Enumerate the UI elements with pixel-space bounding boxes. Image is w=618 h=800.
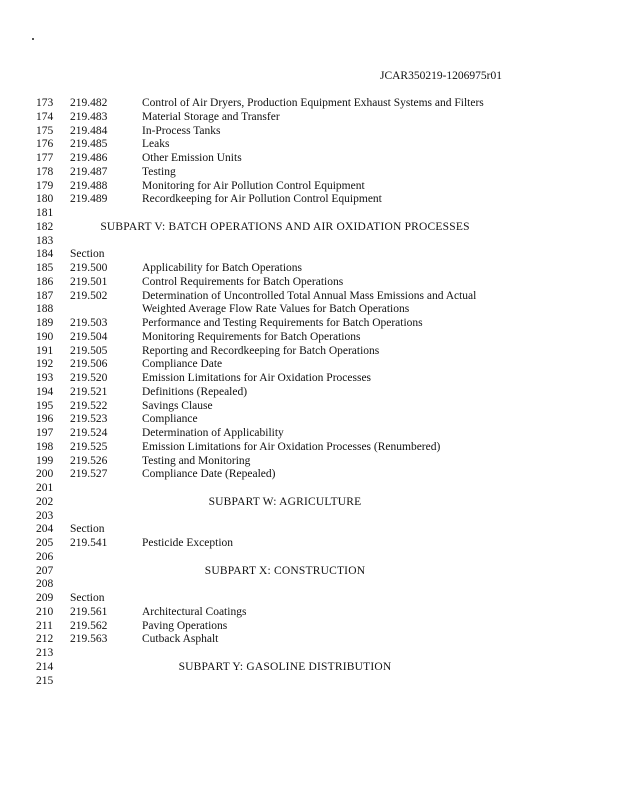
- line-number: 206: [36, 550, 54, 563]
- listing-line: [36, 606, 506, 620]
- listing-line: [36, 166, 506, 180]
- section-label: Section: [70, 523, 105, 536]
- line-number: 199: [36, 454, 54, 467]
- section-number: 219.526: [70, 454, 108, 467]
- listing-line: [36, 633, 506, 647]
- section-title: Monitoring for Air Pollution Control Equipment: [142, 179, 365, 192]
- section-title: Performance and Testing Requirements for Batch Operations: [142, 317, 423, 329]
- section-title: Material Storage and Transfer: [142, 110, 280, 123]
- listing-line: [36, 358, 506, 372]
- listing-line: [36, 482, 506, 496]
- section-title: Monitoring Requirements for Batch Operations: [142, 330, 361, 343]
- section-number: 219.486: [70, 152, 108, 164]
- listing-line: [36, 620, 506, 634]
- listing-line: [36, 427, 506, 441]
- section-number: 219.505: [70, 344, 108, 357]
- listing-line: [36, 661, 506, 675]
- listing-line: [36, 317, 506, 331]
- line-number: 195: [36, 399, 54, 412]
- line-number: 186: [36, 275, 54, 288]
- line-number: 182: [36, 220, 54, 233]
- listing-line: [36, 262, 506, 276]
- section-number: 219.525: [70, 440, 108, 453]
- line-number: 203: [36, 509, 54, 522]
- document-code: JCAR350219-1206975r01: [379, 70, 502, 82]
- section-title: Architectural Coatings: [142, 605, 247, 618]
- subpart-heading: SUBPART Y: GASOLINE DISTRIBUTION: [178, 660, 392, 673]
- section-label: Section: [70, 248, 105, 261]
- section-number: 219.506: [70, 358, 108, 371]
- line-number: 212: [36, 633, 54, 646]
- section-number: 219.502: [70, 289, 108, 302]
- listing-line: [36, 276, 506, 290]
- section-title: Paving Operations: [142, 619, 228, 632]
- section-number: 219.488: [70, 179, 108, 192]
- listing-line: [36, 207, 506, 221]
- line-number: 214: [36, 660, 54, 673]
- section-number: 219.520: [70, 372, 108, 384]
- line-number: 192: [36, 358, 54, 371]
- line-number: 197: [36, 427, 54, 439]
- section-title: Testing: [142, 165, 176, 178]
- line-number: 175: [36, 124, 54, 137]
- subpart-heading: SUBPART X: CONSTRUCTION: [204, 564, 366, 577]
- section-number: 219.501: [70, 275, 108, 288]
- line-number: 190: [36, 330, 54, 343]
- listing-line: [36, 455, 506, 469]
- line-number: 183: [36, 234, 54, 247]
- listing-line: [36, 180, 506, 194]
- section-label: Section: [70, 592, 105, 604]
- line-number: 180: [36, 193, 54, 206]
- section-title: Testing and Monitoring: [142, 454, 251, 467]
- line-number: 174: [36, 110, 54, 123]
- line-number: 193: [36, 372, 54, 384]
- listing-line: [36, 235, 506, 249]
- section-title: Determination of Uncontrolled Total Annual Mass Emissions and Actual: [142, 289, 477, 302]
- section-number: 219.527: [70, 468, 108, 481]
- line-number: 194: [36, 385, 54, 398]
- subpart-heading: SUBPART V: BATCH OPERATIONS AND AIR OXIDATION PROCESSES: [100, 220, 470, 233]
- line-number: 173: [36, 97, 54, 109]
- section-number: 219.522: [70, 399, 108, 412]
- section-title: Cutback Asphalt: [142, 633, 219, 646]
- line-number: 213: [36, 647, 54, 659]
- listing-line: [36, 152, 506, 166]
- line-number: 204: [36, 523, 54, 536]
- listing-line: [36, 125, 506, 139]
- section-listing: [36, 97, 506, 688]
- section-number: 219.563: [70, 633, 108, 646]
- section-number: 219.562: [70, 619, 108, 632]
- listing-line: [36, 111, 506, 125]
- section-number: 219.504: [70, 330, 108, 343]
- section-title: Control Requirements for Batch Operations: [142, 275, 344, 288]
- section-number: 219.500: [70, 262, 108, 274]
- section-number: 219.503: [70, 317, 108, 329]
- listing-line: [36, 97, 506, 111]
- listing-line: [36, 592, 506, 606]
- section-number: 219.482: [70, 97, 108, 109]
- line-number: 209: [36, 592, 54, 604]
- listing-line: [36, 386, 506, 400]
- section-number: 219.487: [70, 165, 108, 178]
- listing-line: [36, 551, 506, 565]
- section-number: 219.541: [70, 537, 108, 549]
- section-title: Other Emission Units: [142, 152, 242, 164]
- line-number: 187: [36, 289, 54, 302]
- section-number: 219.489: [70, 193, 108, 206]
- section-title: Compliance Date: [142, 358, 223, 371]
- listing-line: [36, 413, 506, 427]
- line-number: 177: [36, 152, 54, 164]
- section-number: 219.485: [70, 138, 108, 151]
- section-number: 219.561: [70, 605, 108, 618]
- section-title: Pesticide Exception: [142, 537, 234, 549]
- listing-line: [36, 193, 506, 207]
- line-number: 181: [36, 207, 54, 219]
- section-title: Compliance Date (Repealed): [142, 468, 276, 481]
- listing-line: [36, 303, 506, 317]
- section-number: 219.521: [70, 385, 108, 398]
- line-number: 189: [36, 317, 54, 329]
- section-title: In-Process Tanks: [142, 124, 221, 137]
- line-number: 191: [36, 344, 54, 357]
- listing-line: [36, 565, 506, 579]
- line-number: 184: [36, 248, 54, 261]
- listing-line: [36, 510, 506, 524]
- scan-mark: [32, 38, 34, 40]
- line-number: 178: [36, 165, 54, 178]
- line-number: 188: [36, 303, 54, 316]
- listing-line: [36, 468, 506, 482]
- section-number: 219.484: [70, 124, 108, 137]
- listing-line: [36, 441, 506, 455]
- section-title: Reporting and Recordkeeping for Batch Operations: [142, 344, 380, 357]
- section-title: Determination of Applicability: [142, 427, 284, 439]
- section-title: Recordkeeping for Air Pollution Control Equipment: [142, 193, 382, 206]
- line-number: 185: [36, 262, 54, 274]
- section-number: 219.523: [70, 413, 108, 426]
- line-number: 207: [36, 564, 54, 577]
- line-number: 200: [36, 468, 54, 481]
- line-number: 196: [36, 413, 54, 426]
- section-title: Definitions (Repealed): [142, 385, 248, 398]
- listing-line: [36, 675, 506, 689]
- section-title: Weighted Average Flow Rate Values for Batch Operations: [142, 303, 410, 316]
- line-number: 201: [36, 482, 54, 494]
- section-title: Applicability for Batch Operations: [142, 262, 303, 274]
- listing-line: [36, 331, 506, 345]
- line-number: 208: [36, 578, 54, 591]
- section-title: Savings Clause: [142, 399, 213, 412]
- section-title: Control of Air Dryers, Production Equipment Exhaust Systems and Filters: [142, 97, 484, 109]
- listing-line: [36, 578, 506, 592]
- line-number: 205: [36, 537, 54, 549]
- section-title: Compliance: [142, 413, 198, 426]
- listing-line: [36, 345, 506, 359]
- listing-line: [36, 248, 506, 262]
- section-title: Emission Limitations for Air Oxidation Processes (Renumbered): [142, 440, 441, 453]
- line-number: 179: [36, 179, 54, 192]
- listing-line: [36, 290, 506, 304]
- line-number: 210: [36, 605, 54, 618]
- line-number: 211: [36, 619, 53, 632]
- section-title: Emission Limitations for Air Oxidation Processes: [142, 372, 372, 384]
- line-number: 198: [36, 440, 54, 453]
- line-number: 176: [36, 138, 54, 151]
- listing-line: [36, 496, 506, 510]
- subpart-heading: SUBPART W: AGRICULTURE: [208, 495, 362, 508]
- listing-line: [36, 523, 506, 537]
- line-number: 215: [36, 674, 54, 687]
- section-number: 219.524: [70, 427, 108, 439]
- listing-line: [36, 537, 506, 551]
- listing-line: [36, 138, 506, 152]
- listing-line: [36, 372, 506, 386]
- listing-line: [36, 400, 506, 414]
- line-number: 202: [36, 495, 54, 508]
- section-number: 219.483: [70, 110, 108, 123]
- listing-line: [36, 647, 506, 661]
- section-title: Leaks: [142, 138, 170, 151]
- listing-line: [36, 221, 506, 235]
